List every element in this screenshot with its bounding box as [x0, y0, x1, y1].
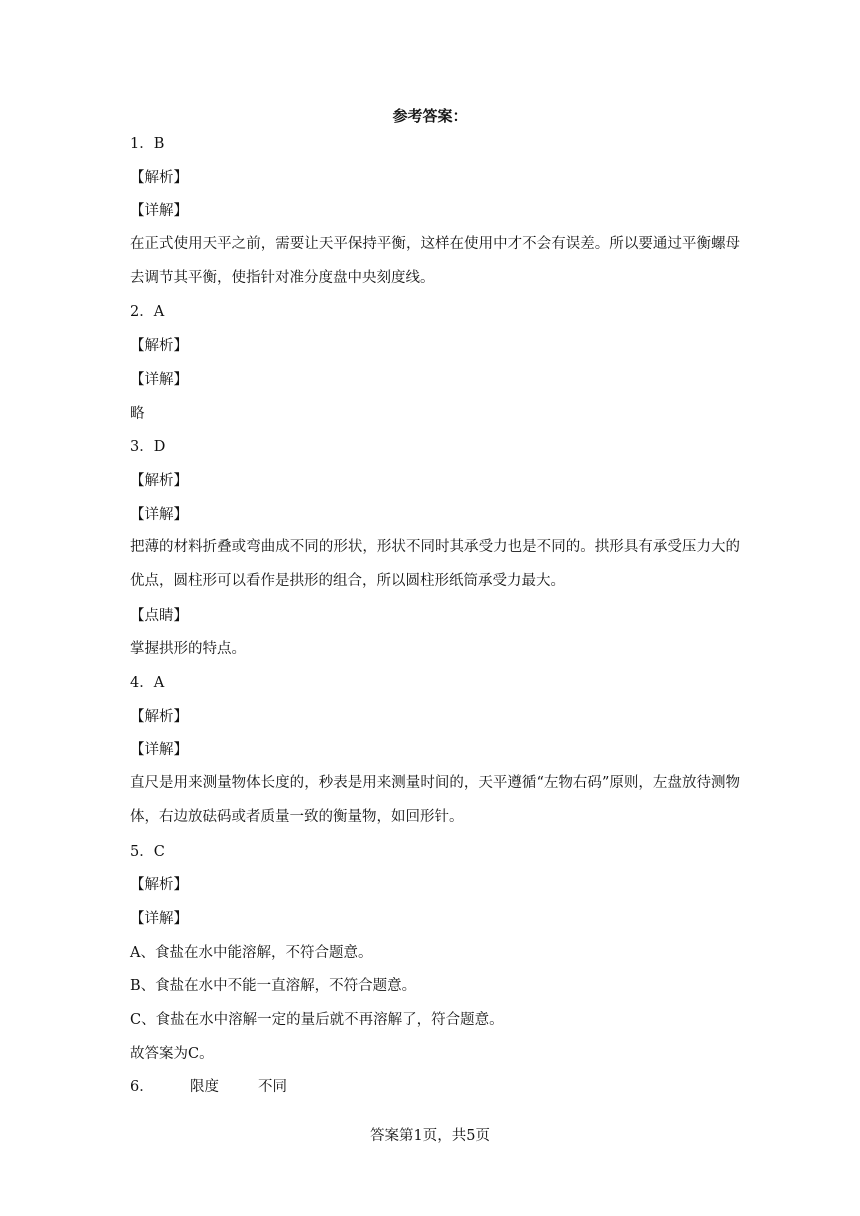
analysis-label-2: 【解析】: [130, 338, 188, 355]
answer-number-2: 2．A: [130, 304, 165, 321]
answer-number-6: 6．: [130, 1079, 154, 1096]
answer-list: [130, 134, 740, 1097]
page-title: 参考答案：: [392, 107, 468, 125]
answer-blank-6a: 限度: [190, 1079, 219, 1096]
detail-text-1: 在正式使用天平之前，需要让天平保持平衡，这样在使用中才不会有误差。所以要通过平衡螺母去调节其平衡，使指针对准分度盘中央刻度线。: [130, 236, 740, 286]
answer-row-6: [130, 1077, 740, 1097]
detail-label-2: 【详解】: [130, 371, 188, 388]
analysis-label-3: 【解析】: [130, 472, 188, 489]
answer-blank-6b: 不同: [258, 1079, 287, 1096]
analysis-label-4: 【解析】: [130, 708, 188, 725]
detail-label-5: 【详解】: [130, 910, 188, 927]
detail-label-4: 【详解】: [130, 742, 188, 759]
detail-line-5c: C、食盐在水中溶解一定的量后就不再溶解了，符合题意。: [130, 1011, 504, 1028]
detail-label-1: 【详解】: [130, 203, 188, 220]
detail-line-5d: 故答案为C。: [130, 1045, 214, 1062]
page-footer: 答案第1页，共5页: [370, 1128, 490, 1144]
answer-number-5: 5．C: [130, 843, 165, 860]
analysis-label-1: 【解析】: [130, 169, 188, 186]
detail-text-2: 略: [130, 405, 145, 422]
detail-text-4: 直尺是用来测量物体长度的，秒表是用来测量时间的，天平遵循“左物右码”原则，左盘放待测物体，右边放砝码或者质量一致的衡量物，如回形针。: [130, 775, 740, 825]
answer-number-4: 4．A: [130, 675, 165, 692]
answer-number-1: 1．B: [130, 136, 165, 152]
detail-label-3: 【详解】: [130, 506, 188, 523]
detail-text-3: 把薄的材料折叠或弯曲成不同的形状，形状不同时其承受力也是不同的。拱形具有承受压力大的优点，圆柱形可以看作是拱形的组合，所以圆柱形纸筒承受力最大。: [130, 539, 740, 590]
analysis-label-5: 【解析】: [130, 877, 188, 894]
comment-text-3: 掌握拱形的特点。: [130, 641, 246, 658]
detail-line-5b: B、食盐在水中不能一直溶解，不符合题意。: [130, 978, 417, 995]
comment-label-3: 【点睛】: [130, 607, 188, 624]
detail-line-5a: A、食盐在水中能溶解，不符合题意。: [130, 944, 373, 961]
answer-number-3: 3．D: [130, 439, 166, 456]
